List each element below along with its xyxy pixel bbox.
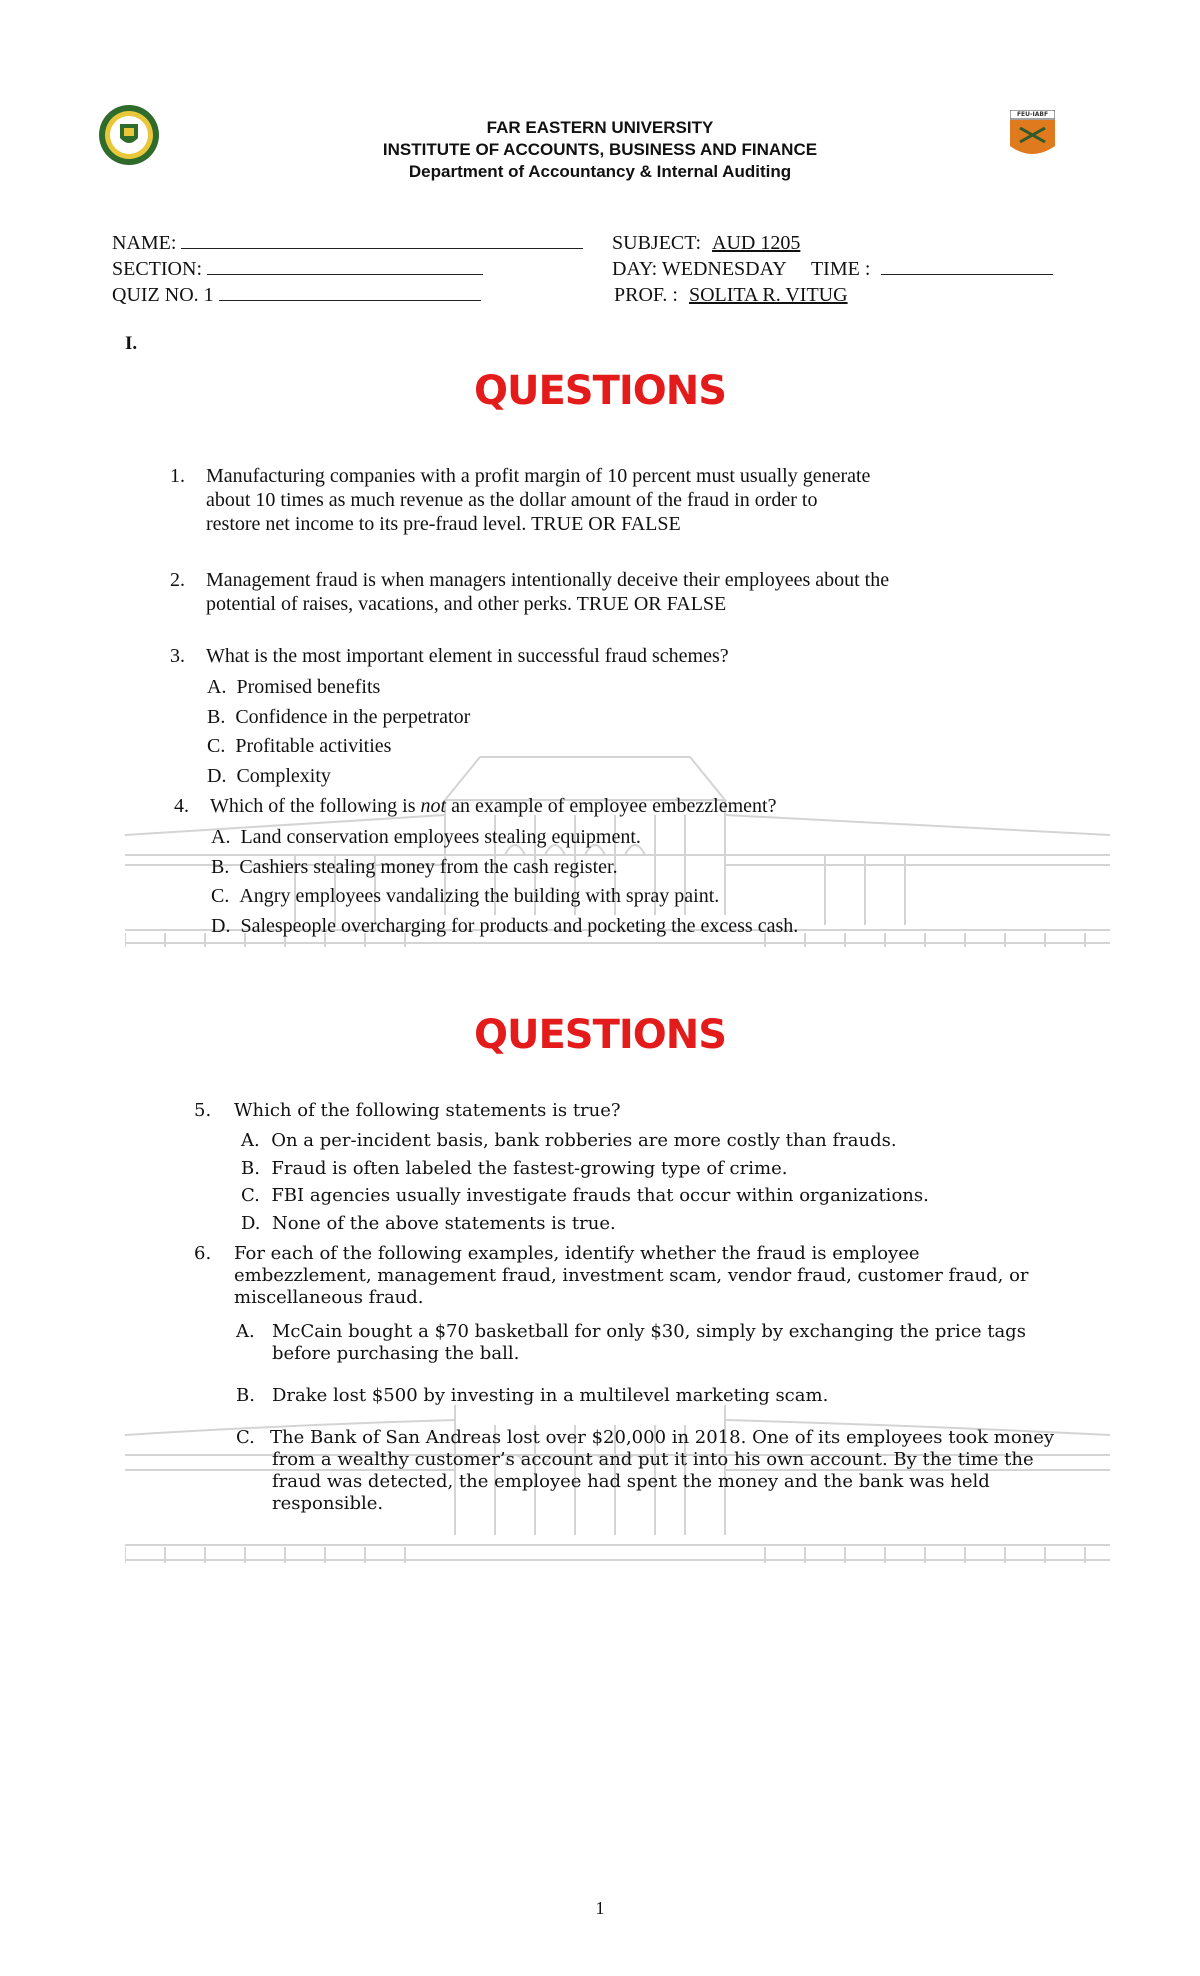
question-number: 4. <box>174 795 189 817</box>
option-b <box>207 703 1087 733</box>
time-blank[interactable] <box>881 274 1053 275</box>
option-letter: A. <box>207 676 227 698</box>
option-letter: D. <box>207 764 227 787</box>
question-text-line: For each of the following examples, identify whether the fraud is employee <box>234 1243 920 1264</box>
option-text-line: The Bank of San Andreas lost over $20,000 in 2018. One of its employees took money <box>270 1427 1055 1448</box>
question-text-line: about 10 times as much revenue as the dollar amount of the fraud in order to <box>206 489 818 511</box>
questions-title-1: QUESTIONS <box>473 368 727 414</box>
option-letter: A. <box>236 1321 255 1342</box>
prof-label: PROF. : <box>614 284 678 306</box>
option-letter: C. <box>241 1185 260 1206</box>
option-d <box>207 762 1087 792</box>
option-text: Salespeople overcharging for products and pocketing the excess cash. <box>240 914 799 937</box>
question-6-option-a <box>236 1321 1112 1365</box>
option-a <box>241 1127 1141 1155</box>
question-4 <box>174 794 1110 818</box>
question-text-line: restore net income to its pre-fraud level. TRUE OR FALSE <box>206 513 681 535</box>
option-text: Land conservation employees stealing equipment. <box>240 826 641 848</box>
question-5 <box>194 1100 1114 1122</box>
question-6-option-b <box>236 1385 1112 1407</box>
option-text-line: responsible. <box>272 1493 384 1514</box>
question-number: 3. <box>170 645 185 667</box>
section-field <box>112 258 483 281</box>
option-letter: A. <box>211 826 231 848</box>
time-label: TIME : <box>810 258 871 280</box>
question-5-options <box>241 1127 1141 1237</box>
question-number: 6. <box>194 1243 212 1264</box>
option-text-line: Drake lost $500 by investing in a multilevel marketing scam. <box>272 1385 829 1406</box>
option-b <box>241 1155 1141 1183</box>
option-text-line: fraud was detected, the employee had spent the money and the bank was held <box>272 1471 990 1492</box>
question-6 <box>194 1243 1114 1309</box>
questions-title-2: QUESTIONS <box>473 1012 727 1058</box>
subject-label: SUBJECT: <box>612 232 702 254</box>
name-blank[interactable] <box>181 248 583 249</box>
option-a <box>211 823 1111 853</box>
question-text-line: Management fraud is when managers intentionally deceive their employees about the <box>206 569 890 591</box>
section-blank[interactable] <box>207 274 483 275</box>
university-name: FAR EASTERN UNIVERSITY <box>486 118 714 137</box>
subject-field <box>612 232 800 255</box>
option-text: Cashiers stealing money from the cash register. <box>239 855 618 878</box>
question-text-emphasis: not <box>420 795 447 817</box>
question-3-options <box>207 673 1087 791</box>
question-text: Which of the following statements is true? <box>234 1100 621 1121</box>
option-text: On a per-incident basis, bank robberies are more costly than frauds. <box>271 1130 897 1151</box>
option-b <box>211 853 1111 883</box>
question-text-post: an example of employee embezzlement? <box>446 795 777 817</box>
question-text-line: miscellaneous fraud. <box>234 1287 424 1308</box>
question-2 <box>170 568 1106 616</box>
question-1 <box>170 464 1106 536</box>
prof-value: SOLITA R. VITUG <box>688 284 848 306</box>
option-text: Fraud is often labeled the fastest-growing type of crime. <box>271 1157 788 1179</box>
quiz-blank[interactable] <box>219 300 481 301</box>
option-text: Promised benefits <box>236 676 381 698</box>
question-3 <box>170 644 1106 668</box>
name-field <box>112 232 583 255</box>
option-letter: B. <box>207 705 226 728</box>
option-text: None of the above statements is true. <box>271 1212 616 1234</box>
option-letter: D. <box>211 914 231 937</box>
option-text: FBI agencies usually investigate frauds that occur within organizations. <box>271 1185 929 1206</box>
question-text-pre: Which of the following is <box>210 795 421 817</box>
option-c <box>207 732 1087 762</box>
institute-name: INSTITUTE OF ACCOUNTS, BUSINESS AND FINANCE <box>382 140 818 159</box>
page-number: 1 <box>595 1898 605 1918</box>
option-c <box>241 1182 1141 1210</box>
feu-iabf-logo-text: FEU-IABF <box>1016 111 1049 118</box>
question-number: 5. <box>194 1100 212 1121</box>
option-text-line: McCain bought a $70 basketball for only $30, simply by exchanging the price tags <box>272 1321 1026 1342</box>
option-letter: C. <box>236 1427 255 1448</box>
subject-value: AUD 1205 <box>712 232 801 254</box>
question-text-line: potential of raises, vacations, and other perks. TRUE OR FALSE <box>206 593 727 615</box>
day-label: DAY: WEDNESDAY <box>612 258 786 280</box>
department-name: Department of Accountancy & Internal Auditing <box>408 162 792 181</box>
day-field <box>612 258 1053 281</box>
question-4-options <box>211 823 1111 941</box>
option-a <box>207 673 1087 703</box>
option-text: Profitable activities <box>235 735 392 757</box>
option-letter: A. <box>241 1130 260 1151</box>
option-text-line: from a wealthy customer’s account and put it into his own account. By the time the <box>272 1449 1034 1470</box>
option-letter: D. <box>241 1212 261 1234</box>
option-letter: C. <box>211 885 230 907</box>
section-label: SECTION: <box>112 258 202 280</box>
option-text: Complexity <box>236 764 331 787</box>
question-number: 1. <box>170 465 185 487</box>
option-d <box>241 1210 1141 1238</box>
question-text: What is the most important element in successful fraud schemes? <box>206 645 729 667</box>
option-c <box>211 882 1111 912</box>
quiz-label: QUIZ NO. 1 <box>112 284 214 306</box>
section-marker: I. <box>125 333 138 354</box>
option-text: Angry employees vandalizing the building with spray paint. <box>239 885 720 907</box>
option-letter: B. <box>241 1157 260 1179</box>
option-text-line: before purchasing the ball. <box>272 1343 520 1364</box>
option-letter: C. <box>207 735 226 757</box>
prof-field <box>614 284 848 307</box>
option-text: Confidence in the perpetrator <box>235 705 471 728</box>
question-text-line: embezzlement, management fraud, investment scam, vendor fraud, customer fraud, or <box>234 1265 1029 1286</box>
question-6-option-c <box>236 1427 1120 1515</box>
name-label: NAME: <box>112 232 177 254</box>
option-d <box>211 912 1111 942</box>
option-letter: B. <box>236 1385 255 1406</box>
quiz-field <box>112 284 481 307</box>
question-text-line: Manufacturing companies with a profit margin of 10 percent must usually generate <box>206 465 871 487</box>
option-letter: B. <box>211 855 230 878</box>
question-number: 2. <box>170 569 185 591</box>
